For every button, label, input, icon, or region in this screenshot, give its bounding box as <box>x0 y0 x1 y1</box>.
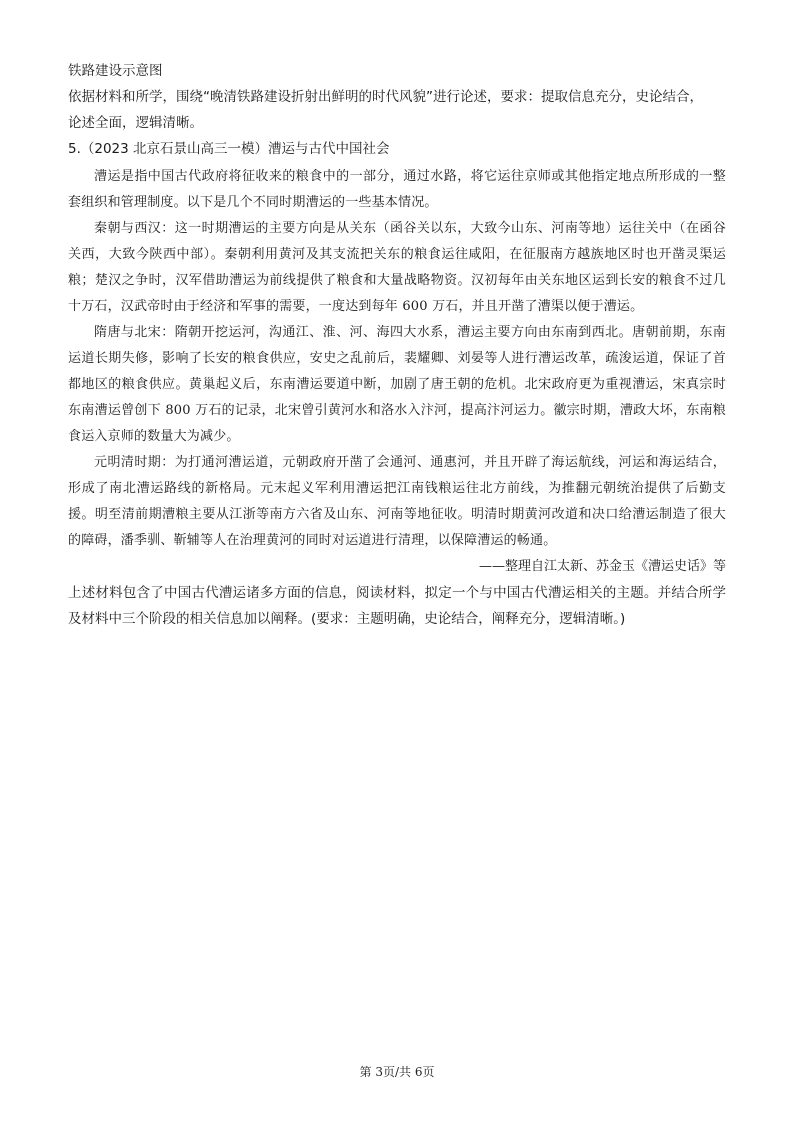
figure-caption: 铁路建设示意图 <box>68 63 163 79</box>
page-content <box>68 58 726 632</box>
prev-question-prompt-line1: 依据材料和所学，围绕“晚清铁路建设折射出鲜明的时代风貌”进行论述，要求：提取信息充分，史论结合， <box>68 89 703 105</box>
question-5-material <box>68 162 726 554</box>
question-5-task: 上述材料包含了中国古代漕运诸多方面的信息，阅读材料，拟定一个与中国古代漕运相关的主题。并结合所学及材料中三个阶段的相关信息加以阐释。(要求：主题明确，史论结合，阐释充分，逻辑清晰。) <box>68 585 726 627</box>
material-paragraph-intro: 漕运是指中国古代政府将征收来的粮食中的一部分，通过水路，将它运往京师或其他指定地点所形成的一整套组织和管理制度。以下是几个不同时期漕运的一些基本情况。 <box>68 169 726 210</box>
page-number-footer: 第 3页/共 6页 <box>359 1065 435 1079</box>
question-5-header: 5.（2023 北京石景山高三一模）漕运与古代中国社会 <box>68 141 390 157</box>
prev-question-prompt-line2: 论述全面，逻辑清晰。 <box>68 115 203 131</box>
material-paragraph-qin-han: 秦朝与西汉：这一时期漕运的主要方向是从关东（函谷关以东，大致今山东、河南等地）运往关中（在函谷关西，大致今陕西中部）。秦朝利用黄河及其支流把关东的粮食运往咸阳，在征服南方越族地区时也开凿灵渠运粮；楚汉之争时，汉军借助漕运为前线提供了粮食和大量战略物资。汉初每年由关东地区运到长安的粮食不过几十万石，汉武帝时由于经济和军事的需要，一度达到每年 600 万石，并且开凿了漕渠以便于漕运。 <box>68 221 726 314</box>
material-paragraph-yuan-ming-qing: 元明清时期：为打通河漕运道，元朝政府开凿了会通河、通惠河，并且开辟了海运航线，河运和海运结合，形成了南北漕运路线的新格局。元末起义军利用漕运把江南钱粮运往北方前线，为推翻元朝统治提供了后勤支援。明至清前期漕粮主要从江浙等南方六省及山东、河南等地征收。明清时期黄河改道和决口给漕运制造了很大的障碍，潘季驯、靳辅等人在治理黄河的同时对运道进行清理，以保障漕运的畅通。 <box>68 455 726 548</box>
material-source: ——整理自江太新、苏金玉《漕运史话》等 <box>478 559 726 574</box>
material-paragraph-sui-tang-song: 隋唐与北宋：隋朝开挖运河，沟通江、淮、河、海四大水系，漕运主要方向由东南到西北。唐朝前期，东南运道长期失修，影响了长安的粮食供应，安史之乱前后，裴耀卿、刘晏等人进行漕运改革，疏浚运道，保证了首都地区的粮食供应。黄巢起义后，东南漕运要道中断，加剧了唐王朝的危机。北宋政府更为重视漕运，宋真宗时东南漕运曾创下 800 万石的记录，北宋曾引黄河水和洛水入汴河，提高汴河运力。徽宗时期，漕政大坏，东南粮食运入京师的数量大为减少。 <box>68 325 726 444</box>
